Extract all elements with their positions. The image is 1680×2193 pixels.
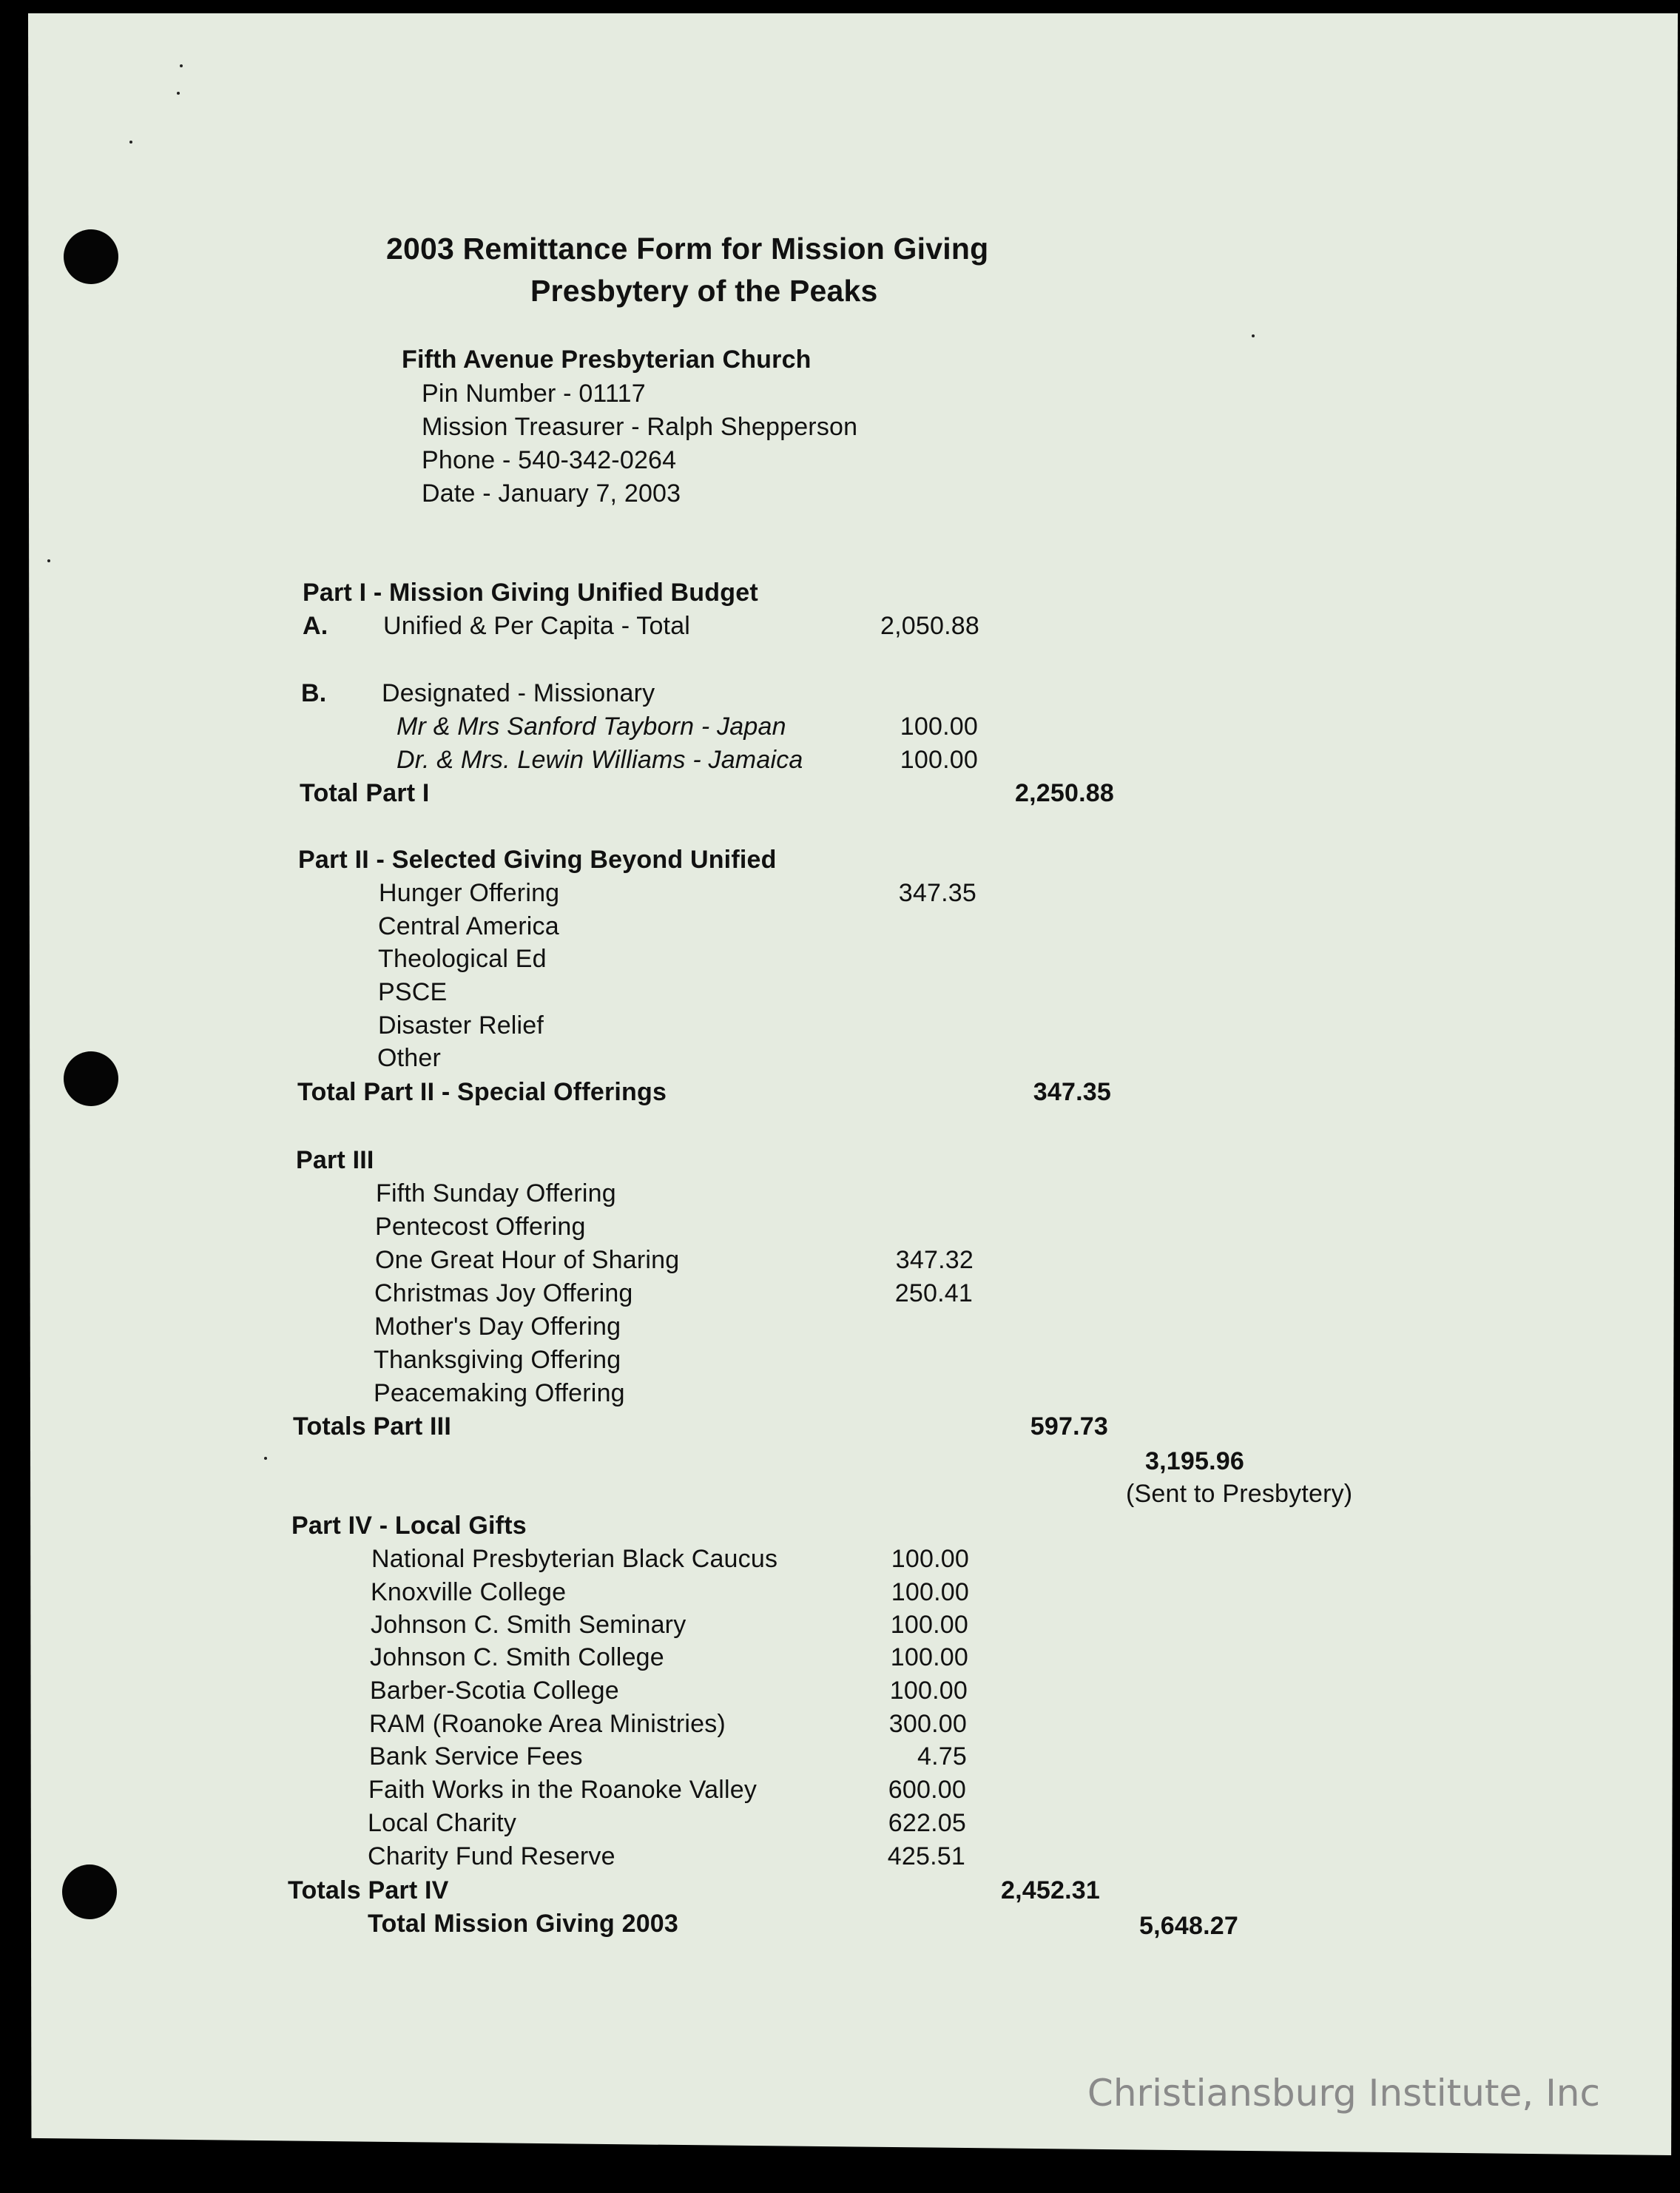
part1-heading: Part I - Mission Giving Unified Budget bbox=[303, 579, 758, 607]
part4-item-amount: 100.00 bbox=[891, 1545, 969, 1573]
part2-item-amount: 347.35 bbox=[898, 879, 976, 907]
paper-speck bbox=[47, 559, 50, 562]
part3-total-amount: 597.73 bbox=[1030, 1412, 1108, 1441]
part1-a-letter: A. bbox=[303, 612, 328, 640]
part1-total-amount: 2,250.88 bbox=[1015, 779, 1114, 807]
form-subtitle: Presbytery of the Peaks bbox=[530, 274, 878, 308]
part4-item-label: RAM (Roanoke Area Ministries) bbox=[369, 1710, 726, 1738]
part4-item-amount: 100.00 bbox=[890, 1611, 968, 1639]
part2-total-label: Total Part II - Special Offerings bbox=[297, 1078, 667, 1106]
part1-b-label: Designated - Missionary bbox=[382, 679, 655, 707]
part1-a-amount: 2,050.88 bbox=[880, 612, 979, 640]
missionary-amount: 100.00 bbox=[900, 713, 978, 741]
part3-item-label: Pentecost Offering bbox=[375, 1213, 586, 1241]
part4-item-label: Charity Fund Reserve bbox=[368, 1842, 615, 1870]
grand-total-amount: 5,648.27 bbox=[1139, 1912, 1238, 1940]
part4-item-label: National Presbyterian Black Caucus bbox=[371, 1545, 778, 1573]
watermark: Christiansburg Institute, Inc bbox=[1087, 2072, 1600, 2115]
phone-number: Phone - 540-342-0264 bbox=[422, 446, 677, 474]
paper-speck bbox=[264, 1457, 267, 1460]
missionary-line: Dr. & Mrs. Lewin Williams - Jamaica bbox=[397, 746, 803, 774]
part2-item-label: Other bbox=[377, 1044, 442, 1072]
sent-to-presbytery-label: (Sent to Presbytery) bbox=[1126, 1480, 1353, 1508]
part3-item-label: Mother's Day Offering bbox=[374, 1313, 621, 1341]
part2-item-label: PSCE bbox=[378, 978, 448, 1006]
part4-item-label: Faith Works in the Roanoke Valley bbox=[368, 1776, 758, 1804]
part2-item-label: Theological Ed bbox=[378, 945, 547, 973]
part4-item-amount: 300.00 bbox=[888, 1710, 967, 1738]
part1-b-letter: B. bbox=[301, 679, 327, 707]
part2-total-amount: 347.35 bbox=[1033, 1078, 1111, 1106]
grand-total-label: Total Mission Giving 2003 bbox=[368, 1910, 679, 1938]
part4-item-amount: 100.00 bbox=[890, 1643, 968, 1671]
part2-item-label: Disaster Relief bbox=[378, 1011, 544, 1040]
part3-heading: Part III bbox=[296, 1146, 374, 1174]
part4-item-label: Knoxville College bbox=[371, 1578, 567, 1606]
part4-total-amount: 2,452.31 bbox=[1001, 1876, 1100, 1904]
paper-speck bbox=[180, 64, 183, 67]
part3-item-label: One Great Hour of Sharing bbox=[375, 1246, 680, 1274]
part2-item-label: Hunger Offering bbox=[379, 879, 560, 907]
paper-speck bbox=[1252, 334, 1255, 337]
part3-item-label: Christmas Joy Offering bbox=[374, 1279, 633, 1307]
paper-speck bbox=[177, 92, 180, 95]
part1-a-label: Unified & Per Capita - Total bbox=[383, 612, 691, 640]
church-name: Fifth Avenue Presbyterian Church bbox=[402, 346, 812, 374]
part4-item-amount: 4.75 bbox=[917, 1742, 967, 1771]
form-title: 2003 Remittance Form for Mission Giving bbox=[386, 232, 989, 266]
part4-item-amount: 425.51 bbox=[887, 1842, 965, 1870]
part3-item-label: Thanksgiving Offering bbox=[374, 1346, 621, 1374]
paper-speck bbox=[129, 141, 132, 144]
part3-item-amount: 347.32 bbox=[895, 1246, 974, 1274]
part4-item-label: Local Charity bbox=[368, 1809, 517, 1837]
part4-item-label: Barber-Scotia College bbox=[370, 1677, 619, 1705]
binder-hole-bottom bbox=[62, 1864, 117, 1919]
part4-item-amount: 622.05 bbox=[888, 1809, 966, 1837]
mission-treasurer: Mission Treasurer - Ralph Shepperson bbox=[422, 413, 858, 441]
part3-item-amount: 250.41 bbox=[894, 1279, 973, 1307]
part3-item-label: Fifth Sunday Offering bbox=[376, 1179, 616, 1207]
part2-heading: Part II - Selected Giving Beyond Unified bbox=[298, 846, 777, 874]
pin-number: Pin Number - 01117 bbox=[422, 380, 646, 408]
part4-item-amount: 100.00 bbox=[891, 1578, 969, 1606]
part3-total-label: Totals Part III bbox=[293, 1412, 451, 1441]
part4-item-label: Johnson C. Smith College bbox=[370, 1643, 664, 1671]
form-date: Date - January 7, 2003 bbox=[422, 479, 681, 508]
part1-total-label: Total Part I bbox=[300, 779, 430, 807]
part2-item-label: Central America bbox=[378, 912, 559, 940]
sent-to-presbytery-amount: 3,195.96 bbox=[1145, 1447, 1244, 1475]
part4-item-amount: 100.00 bbox=[889, 1677, 968, 1705]
part4-item-amount: 600.00 bbox=[888, 1776, 966, 1804]
binder-hole-top bbox=[64, 229, 118, 284]
binder-hole-middle bbox=[64, 1051, 118, 1106]
missionary-amount: 100.00 bbox=[900, 746, 978, 774]
part4-total-label: Totals Part IV bbox=[288, 1876, 449, 1904]
part3-item-label: Peacemaking Offering bbox=[374, 1379, 625, 1407]
part4-item-label: Bank Service Fees bbox=[369, 1742, 583, 1771]
part4-item-label: Johnson C. Smith Seminary bbox=[371, 1611, 686, 1639]
part4-heading: Part IV - Local Gifts bbox=[291, 1512, 527, 1540]
missionary-line: Mr & Mrs Sanford Tayborn - Japan bbox=[397, 713, 786, 741]
